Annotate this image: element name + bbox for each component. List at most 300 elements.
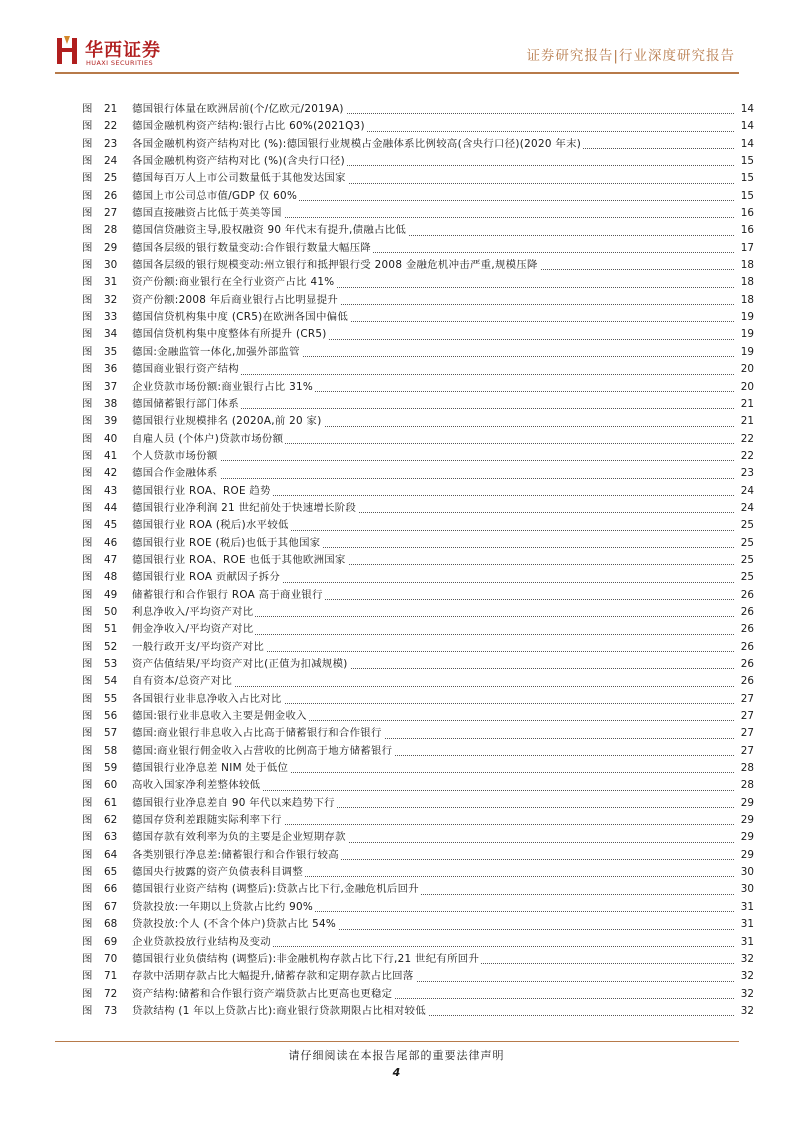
page-ref[interactable]: 16 xyxy=(740,207,754,220)
figure-label: 图 xyxy=(82,640,93,653)
figure-label: 图 xyxy=(82,866,93,879)
page-ref[interactable]: 32 xyxy=(740,970,754,983)
figure-title[interactable]: 德国银行业 ROA 贡献因子拆分 xyxy=(132,571,281,584)
figure-title-wrap xyxy=(132,257,734,274)
figure-title[interactable]: 德国每百万人上市公司数量低于其他发达国家 xyxy=(132,172,346,185)
huaxi-logo-icon xyxy=(55,34,79,66)
header-divider xyxy=(55,72,739,74)
page-ref[interactable]: 18 xyxy=(740,293,754,306)
page-ref[interactable]: 25 xyxy=(740,536,754,549)
figure-list xyxy=(82,101,754,1020)
toc-entry[interactable] xyxy=(82,864,754,881)
toc-entry[interactable] xyxy=(82,708,754,725)
figure-label: 图 xyxy=(82,605,93,618)
figure-label: 图 xyxy=(82,675,93,688)
page-ref[interactable]: 31 xyxy=(740,900,754,913)
page-ref[interactable]: 31 xyxy=(740,918,754,931)
figure-label: 图 xyxy=(82,207,93,220)
figure-label: 图 xyxy=(82,432,93,445)
toc-entry[interactable] xyxy=(82,951,754,968)
toc-entry[interactable] xyxy=(82,448,754,465)
figure-title-wrap xyxy=(132,240,734,257)
figure-label: 图 xyxy=(82,588,93,601)
toc-entry[interactable] xyxy=(82,326,754,343)
figure-label: 图 xyxy=(82,831,93,844)
figure-label: 图 xyxy=(82,189,93,202)
figure-number: 45 xyxy=(104,519,118,532)
figure-title-wrap xyxy=(132,968,734,985)
page-ref[interactable]: 25 xyxy=(740,571,754,584)
figure-title[interactable]: 德国银行体量在欧洲居前(个/亿欧元/2019A) xyxy=(132,103,344,115)
figure-title-wrap xyxy=(132,170,734,187)
figure-title[interactable]: 德国:银行业非息收入主要是佣金收入 xyxy=(132,710,307,723)
figure-title[interactable]: 高收入国家净利差整体较低 xyxy=(132,779,261,792)
figure-title-wrap xyxy=(132,361,734,378)
figure-title[interactable]: 企业贷款市场份额:商业银行占比 31% xyxy=(132,380,314,393)
figure-title-wrap xyxy=(132,829,734,846)
toc-entry[interactable] xyxy=(82,934,754,951)
figure-title-wrap xyxy=(132,205,734,222)
figure-title-wrap xyxy=(132,153,734,170)
figure-title-wrap xyxy=(132,587,734,604)
figure-title[interactable]: 德国上市公司总市值/GDP 仅 60% xyxy=(132,189,298,202)
figure-title[interactable]: 各国金融机构资产结构对比 (%)(含央行口径) xyxy=(132,155,345,168)
toc-entry[interactable] xyxy=(82,431,754,448)
figure-number: 72 xyxy=(104,987,118,1000)
toc-entry[interactable] xyxy=(82,639,754,656)
figure-title-wrap xyxy=(132,621,734,638)
figure-title-wrap xyxy=(132,136,734,153)
figure-number: 24 xyxy=(104,155,118,168)
page-ref[interactable]: 30 xyxy=(740,866,754,879)
toc-entry[interactable] xyxy=(82,968,754,985)
figure-title-wrap xyxy=(132,188,734,205)
brand-name: 华西证券 xyxy=(85,40,161,61)
figure-number: 65 xyxy=(104,866,118,879)
figure-label: 图 xyxy=(82,900,93,913)
toc-entry[interactable] xyxy=(82,760,754,777)
toc-entry[interactable] xyxy=(82,1003,754,1020)
toc-entry[interactable] xyxy=(82,188,754,205)
page-ref[interactable]: 29 xyxy=(740,796,754,809)
figure-number: 58 xyxy=(104,744,118,757)
page-header xyxy=(0,0,793,78)
figure-label: 图 xyxy=(82,155,93,168)
figure-number: 29 xyxy=(104,241,118,254)
page-ref[interactable]: 21 xyxy=(740,415,754,428)
figure-title[interactable]: 各国金融机构资产结构对比 (%):德国银行业规模占金融体系比例较高(含央行口径)(2020 年末) xyxy=(132,137,582,150)
figure-title[interactable]: 德国银行业 ROE (税后)也低于其他国家 xyxy=(132,536,321,549)
figure-number: 31 xyxy=(104,276,118,289)
toc-entry[interactable] xyxy=(82,396,754,413)
toc-entry[interactable] xyxy=(82,257,754,274)
figure-label: 图 xyxy=(82,172,93,185)
figure-title-wrap xyxy=(132,899,734,916)
figure-number: 38 xyxy=(104,397,118,410)
toc-entry[interactable] xyxy=(82,986,754,1003)
figure-title[interactable]: 德国:商业银行非息收入占比高于储蓄银行和合作银行 xyxy=(132,727,382,740)
figure-number: 59 xyxy=(104,762,118,775)
page-ref[interactable]: 18 xyxy=(740,276,754,289)
figure-label: 图 xyxy=(82,259,93,272)
toc-entry[interactable] xyxy=(82,535,754,552)
page-ref[interactable]: 19 xyxy=(740,345,754,358)
figure-number: 37 xyxy=(104,380,118,393)
figure-number: 25 xyxy=(104,172,118,185)
figure-title[interactable]: 德国存款有效利率为负的主要是企业短期存款 xyxy=(132,831,346,844)
figure-title-wrap xyxy=(132,725,734,742)
dot-leader xyxy=(132,478,734,479)
toc-entry[interactable] xyxy=(82,725,754,742)
figure-number: 53 xyxy=(104,658,118,670)
figure-number: 63 xyxy=(104,831,118,844)
figure-title-wrap xyxy=(132,986,734,1003)
toc-entry[interactable] xyxy=(82,621,754,638)
figure-title[interactable]: 德国银行业负债结构 (调整后):非金融机构存款占比下行,21 世纪有所回升 xyxy=(132,952,480,965)
figure-number: 64 xyxy=(104,848,118,861)
report-type: 证券研究报告|行业深度研究报告 xyxy=(526,48,735,64)
page-ref[interactable]: 14 xyxy=(740,137,754,150)
figure-number: 46 xyxy=(104,536,118,549)
figure-label: 图 xyxy=(82,848,93,861)
figure-title[interactable]: 德国央行披露的资产负债表科目调整 xyxy=(132,866,304,879)
figure-title[interactable]: 资产结构:储蓄和合作银行资产端贷款占比更高也更稳定 xyxy=(132,987,393,1000)
page-ref[interactable]: 28 xyxy=(740,762,754,775)
figure-title[interactable]: 德国银行业净息差自 90 年代以来趋势下行 xyxy=(132,796,335,809)
figure-number: 70 xyxy=(104,952,118,965)
page-number: 4 xyxy=(392,1066,401,1079)
figure-title[interactable]: 德国:商业银行佣金收入占营收的比例高于地方储蓄银行 xyxy=(132,744,393,757)
page-ref[interactable]: 18 xyxy=(740,259,754,272)
figure-label: 图 xyxy=(82,814,93,827)
toc-entry[interactable] xyxy=(82,795,754,812)
figure-label: 图 xyxy=(82,553,93,566)
figure-number: 22 xyxy=(104,120,118,133)
page-ref[interactable]: 28 xyxy=(740,779,754,792)
toc-entry[interactable] xyxy=(82,136,754,153)
figure-number: 68 xyxy=(104,918,118,931)
page-ref[interactable]: 27 xyxy=(740,727,754,740)
figure-number: 48 xyxy=(104,571,118,584)
figure-title-wrap xyxy=(132,812,734,829)
figure-label: 图 xyxy=(82,744,93,757)
figure-title[interactable]: 自有资本/总资产对比 xyxy=(132,675,233,688)
figure-title-wrap xyxy=(132,413,734,430)
page-ref[interactable]: 22 xyxy=(740,432,754,445)
figure-title[interactable]: 资产份额:商业银行在全行业资产占比 41% xyxy=(132,276,335,289)
page-ref[interactable]: 32 xyxy=(740,1004,754,1017)
toc-entry[interactable] xyxy=(82,847,754,864)
figure-label: 图 xyxy=(82,501,93,514)
figure-title-wrap xyxy=(132,847,734,864)
page-ref[interactable]: 29 xyxy=(740,814,754,827)
figure-title[interactable]: 企业贷款投放行业结构及变动 xyxy=(132,935,271,948)
figure-label: 图 xyxy=(82,276,93,289)
figure-title[interactable]: 一般行政开支/平均资产对比 xyxy=(132,640,265,653)
figure-title-wrap xyxy=(132,292,734,309)
dot-leader xyxy=(132,460,734,461)
figure-label: 图 xyxy=(82,1004,93,1017)
figure-title[interactable]: 德国:金融监管一体化,加强外部监管 xyxy=(132,345,300,358)
page-ref[interactable]: 23 xyxy=(740,467,754,480)
page-ref[interactable]: 17 xyxy=(740,241,754,254)
figure-number: 50 xyxy=(104,605,118,618)
toc-entry[interactable] xyxy=(82,743,754,760)
figure-title-wrap xyxy=(132,864,734,881)
figure-title[interactable]: 资产估值结果/平均资产对比(正值为扣减规模) xyxy=(132,658,348,670)
figure-label: 图 xyxy=(82,484,93,497)
figure-title[interactable]: 德国合作金融体系 xyxy=(132,467,218,480)
figure-title-wrap xyxy=(132,326,734,343)
page-ref[interactable]: 14 xyxy=(740,120,754,133)
figure-title[interactable]: 德国信贷机构集中度 (CR5)在欧洲各国中偏低 xyxy=(132,311,349,324)
figure-title-wrap xyxy=(132,639,734,656)
figure-title[interactable]: 德国银行业 ROA、ROE 趋势 xyxy=(132,484,271,497)
toc-entry[interactable] xyxy=(82,118,754,135)
toc-entry[interactable] xyxy=(82,777,754,794)
toc-entry[interactable] xyxy=(82,222,754,239)
figure-title-wrap xyxy=(132,777,734,794)
figure-title-wrap xyxy=(132,500,734,517)
figure-number: 43 xyxy=(104,484,118,497)
page-ref[interactable]: 15 xyxy=(740,172,754,185)
toc-entry[interactable] xyxy=(82,170,754,187)
toc-entry[interactable] xyxy=(82,240,754,257)
figure-number: 27 xyxy=(104,207,118,220)
figure-title[interactable]: 德国各层级的银行数量变动:合作银行数量大幅压降 xyxy=(132,241,371,254)
figure-label: 图 xyxy=(82,415,93,428)
figure-title[interactable]: 德国商业银行资产结构 xyxy=(132,363,239,376)
page-ref[interactable]: 26 xyxy=(740,605,754,618)
page-ref[interactable]: 24 xyxy=(740,484,754,497)
figure-label: 图 xyxy=(82,241,93,254)
figure-title[interactable]: 德国各层级的银行规模变动:州立银行和抵押银行受 2008 金融危机冲击严重,规模压降 xyxy=(132,259,538,272)
figure-title[interactable]: 德国银行业规模排名 (2020A,前 20 家) xyxy=(132,415,322,428)
figure-number: 30 xyxy=(104,259,118,272)
page-ref[interactable]: 25 xyxy=(740,553,754,566)
figure-title-wrap xyxy=(132,691,734,708)
toc-entry[interactable] xyxy=(82,552,754,569)
figure-title[interactable]: 德国金融机构资产结构:银行占比 60%(2021Q3) xyxy=(132,120,365,133)
figure-label: 图 xyxy=(82,918,93,931)
toc-entry[interactable] xyxy=(82,153,754,170)
figure-number: 39 xyxy=(104,415,118,428)
toc-entry[interactable] xyxy=(82,812,754,829)
page-ref[interactable]: 32 xyxy=(740,987,754,1000)
figure-title[interactable]: 德国信贷融资主导,股权融资 90 年代末有提升,债融占比低 xyxy=(132,224,407,237)
page-ref[interactable]: 27 xyxy=(740,710,754,723)
figure-title-wrap xyxy=(132,1003,734,1020)
page-ref[interactable]: 24 xyxy=(740,501,754,514)
page-ref[interactable]: 29 xyxy=(740,848,754,861)
figure-title-wrap xyxy=(132,604,734,621)
page-ref[interactable]: 26 xyxy=(740,588,754,601)
page-ref[interactable]: 21 xyxy=(740,397,754,410)
toc-entry[interactable] xyxy=(82,881,754,898)
figure-label: 图 xyxy=(82,710,93,723)
figure-label: 图 xyxy=(82,762,93,775)
figure-title[interactable]: 储蓄银行和合作银行 ROA 高于商业银行 xyxy=(132,588,323,601)
figure-title-wrap xyxy=(132,465,734,482)
figure-title-wrap xyxy=(132,934,734,951)
toc-entry[interactable] xyxy=(82,656,754,673)
figure-title-wrap xyxy=(132,379,734,396)
figure-title[interactable]: 贷款投放:个人 (不含个体户)贷款占比 54% xyxy=(132,918,337,931)
figure-title-wrap xyxy=(132,309,734,326)
figure-title-wrap xyxy=(132,396,734,413)
page-ref[interactable]: 14 xyxy=(740,103,754,115)
figure-number: 51 xyxy=(104,623,118,636)
toc-entry[interactable] xyxy=(82,569,754,586)
figure-label: 图 xyxy=(82,623,93,636)
figure-number: 26 xyxy=(104,189,118,202)
figure-title[interactable]: 德国存贷利差跟随实际利率下行 xyxy=(132,814,282,827)
page-ref[interactable]: 16 xyxy=(740,224,754,237)
figure-title[interactable]: 德国信贷机构集中度整体有所提升 (CR5) xyxy=(132,328,327,341)
toc-entry[interactable] xyxy=(82,205,754,222)
figure-number: 21 xyxy=(104,103,118,115)
figure-label: 图 xyxy=(82,380,93,393)
toc-entry[interactable] xyxy=(82,899,754,916)
figure-title-wrap xyxy=(132,881,734,898)
figure-title-wrap xyxy=(132,760,734,777)
figure-title[interactable]: 个人贷款市场份额 xyxy=(132,449,218,462)
figure-label: 图 xyxy=(82,397,93,410)
page-ref[interactable]: 30 xyxy=(740,883,754,896)
figure-label: 图 xyxy=(82,536,93,549)
page-ref[interactable]: 26 xyxy=(740,640,754,653)
figure-title-wrap xyxy=(132,795,734,812)
toc-entry[interactable] xyxy=(82,691,754,708)
figure-title-wrap xyxy=(132,569,734,586)
toc-entry[interactable] xyxy=(82,274,754,291)
figure-label: 图 xyxy=(82,952,93,965)
brand-name-en: HUAXI SECURITIES xyxy=(86,59,154,67)
figure-number: 61 xyxy=(104,796,118,809)
figure-label: 图 xyxy=(82,311,93,324)
toc-entry[interactable] xyxy=(82,500,754,517)
figure-title[interactable]: 各国银行业非息净收入占比对比 xyxy=(132,692,282,705)
figure-title-wrap xyxy=(132,673,734,690)
figure-title[interactable]: 各类别银行净息差:储蓄银行和合作银行较高 xyxy=(132,848,339,861)
figure-title-wrap xyxy=(132,951,734,968)
figure-label: 图 xyxy=(82,519,93,532)
figure-title[interactable]: 存款中活期存款占比大幅提升,储蓄存款和定期存款占比回落 xyxy=(132,970,414,983)
figure-title-wrap xyxy=(132,274,734,291)
figure-title-wrap xyxy=(132,708,734,725)
figure-title-wrap xyxy=(132,517,734,534)
toc-entry[interactable] xyxy=(82,465,754,482)
toc-entry[interactable] xyxy=(82,309,754,326)
figure-title[interactable]: 德国银行业资产结构 (调整后):贷款占比下行,金融危机后回升 xyxy=(132,883,419,896)
figure-number: 35 xyxy=(104,345,118,358)
toc-entry[interactable] xyxy=(82,379,754,396)
figure-title[interactable]: 德国直接融资占比低于英美等国 xyxy=(132,207,282,220)
toc-entry[interactable] xyxy=(82,587,754,604)
figure-number: 52 xyxy=(104,640,118,653)
toc-entry[interactable] xyxy=(82,344,754,361)
figure-label: 图 xyxy=(82,293,93,306)
figure-title[interactable]: 德国储蓄银行部门体系 xyxy=(132,397,239,410)
figure-number: 34 xyxy=(104,328,118,341)
figure-label: 图 xyxy=(82,935,93,948)
figure-number: 60 xyxy=(104,779,118,792)
page-ref[interactable]: 20 xyxy=(740,380,754,393)
page-ref[interactable]: 26 xyxy=(740,623,754,636)
toc-entry[interactable] xyxy=(82,916,754,933)
figure-number: 41 xyxy=(104,449,118,462)
figure-label: 图 xyxy=(82,328,93,341)
figure-title[interactable]: 德国银行业净利润 21 世纪前处于快速增长阶段 xyxy=(132,501,357,514)
toc-entry[interactable] xyxy=(82,292,754,309)
toc-entry[interactable] xyxy=(82,101,754,118)
page-ref[interactable]: 26 xyxy=(740,675,754,688)
figure-title-wrap xyxy=(132,483,734,500)
page-ref[interactable]: 29 xyxy=(740,831,754,844)
toc-entry[interactable] xyxy=(82,604,754,621)
page-ref[interactable]: 22 xyxy=(740,449,754,462)
figure-label: 图 xyxy=(82,103,93,115)
figure-number: 23 xyxy=(104,137,118,150)
figure-title-wrap xyxy=(132,535,734,552)
figure-title-wrap xyxy=(132,101,734,118)
figure-label: 图 xyxy=(82,970,93,983)
figure-title[interactable]: 贷款结构 (1 年以上贷款占比):商业银行贷款期限占比相对较低 xyxy=(132,1004,426,1017)
figure-title[interactable]: 德国银行业净息差 NIM 处于低位 xyxy=(132,762,289,775)
page-ref[interactable]: 15 xyxy=(740,189,754,202)
page-ref[interactable]: 31 xyxy=(740,935,754,948)
page-ref[interactable]: 27 xyxy=(740,744,754,757)
figure-number: 44 xyxy=(104,501,118,514)
page-ref[interactable]: 27 xyxy=(740,692,754,705)
figure-title[interactable]: 资产份额:2008 年后商业银行占比明显提升 xyxy=(132,293,339,306)
figure-number: 71 xyxy=(104,970,118,983)
figure-title-wrap xyxy=(132,743,734,760)
page-ref[interactable]: 32 xyxy=(740,952,754,965)
figure-label: 图 xyxy=(82,987,93,1000)
page-ref[interactable]: 15 xyxy=(740,155,754,168)
page-ref[interactable]: 19 xyxy=(740,311,754,324)
figure-label: 图 xyxy=(82,363,93,376)
figure-title[interactable]: 利息净收入/平均资产对比 xyxy=(132,605,254,618)
figure-title[interactable]: 德国银行业 ROA (税后)水平较低 xyxy=(132,519,289,532)
page-ref[interactable]: 25 xyxy=(740,519,754,532)
figure-number: 33 xyxy=(104,311,118,324)
page-ref[interactable]: 20 xyxy=(740,363,754,376)
figure-title[interactable]: 佣金净收入/平均资产对比 xyxy=(132,623,254,636)
figure-title[interactable]: 贷款投放:一年期以上贷款占比约 90% xyxy=(132,900,314,913)
toc-entry[interactable] xyxy=(82,829,754,846)
figure-number: 40 xyxy=(104,432,118,445)
toc-entry[interactable] xyxy=(82,517,754,534)
toc-entry[interactable] xyxy=(82,673,754,690)
figure-title[interactable]: 自雇人员 (个体户)贷款市场份额 xyxy=(132,432,284,445)
figure-label: 图 xyxy=(82,658,93,670)
toc-entry[interactable] xyxy=(82,361,754,378)
figure-label: 图 xyxy=(82,224,93,237)
figure-title-wrap xyxy=(132,656,734,673)
figure-label: 图 xyxy=(82,779,93,792)
page-ref[interactable]: 26 xyxy=(740,658,754,670)
toc-entry[interactable] xyxy=(82,413,754,430)
figure-title[interactable]: 德国银行业 ROA、ROE 也低于其他欧洲国家 xyxy=(132,553,346,566)
figure-number: 28 xyxy=(104,224,118,237)
figure-number: 42 xyxy=(104,467,118,480)
toc-entry[interactable] xyxy=(82,483,754,500)
figure-number: 36 xyxy=(104,363,118,376)
figure-label: 图 xyxy=(82,727,93,740)
page-ref[interactable]: 19 xyxy=(740,328,754,341)
